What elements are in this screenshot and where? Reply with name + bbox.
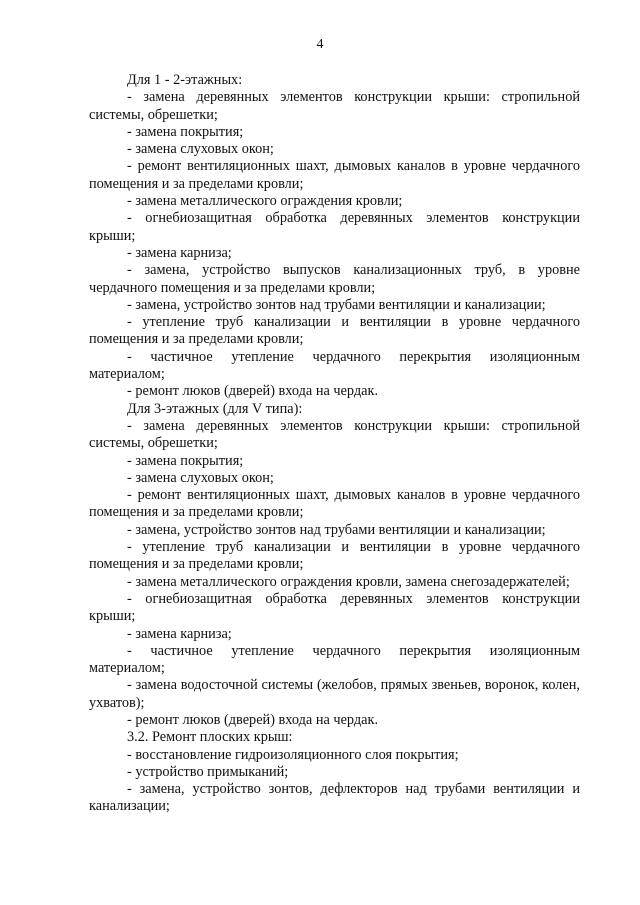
section-heading-flat-roofs: 3.2. Ремонт плоских крыш: bbox=[127, 729, 293, 746]
list-item: - частичное утепление чердачного перекрытия изоляционным материалом; bbox=[89, 348, 580, 383]
list-item: - ремонт люков (дверей) входа на чердак. bbox=[127, 711, 379, 728]
list-item: - утепление труб канализации и вентиляции в уровне чердачного помещения и за пределами кровли; bbox=[89, 314, 580, 348]
list-item: - замена карниза; bbox=[127, 244, 232, 261]
list-item: - замена слуховых окон; bbox=[127, 141, 274, 158]
list-item: - замена, устройство зонтов над трубами вентиляции и канализации; bbox=[127, 296, 546, 313]
section-heading-1-2-storey: Для 1 - 2-этажных: bbox=[127, 72, 243, 88]
list-item: - замена деревянных элементов конструкции крыши: стропильной системы, обрешетки; bbox=[89, 89, 580, 123]
list-item: - замена металлического ограждения кровли; bbox=[127, 193, 403, 210]
list-item: - ремонт вентиляционных шахт, дымовых каналов в уровне чердачного помещения и за пределами кровли; bbox=[89, 487, 580, 521]
list-item: - утепление труб канализации и вентиляции в уровне чердачного помещения и за пределами кровли; bbox=[89, 539, 580, 573]
section-heading-3-storey: Для 3-этажных (для V типа): bbox=[127, 400, 303, 417]
list-item: - замена деревянных элементов конструкции крыши: стропильной системы, обрешетки; bbox=[89, 417, 580, 452]
list-item: - замена металлического ограждения кровли, замена снегозадержателей; bbox=[127, 573, 570, 590]
list-item: - замена водосточной системы (желобов, прямых звеньев, воронок, колен, ухватов); bbox=[89, 677, 580, 711]
list-item: - замена покрытия; bbox=[127, 123, 244, 140]
list-item: - огнебиозащитная обработка деревянных элементов конструкции крыши; bbox=[89, 210, 580, 244]
list-item: - замена слуховых окон; bbox=[127, 469, 274, 486]
list-item: - огнебиозащитная обработка деревянных элементов конструкции крыши; bbox=[89, 590, 580, 625]
list-item: - частичное утепление чердачного перекрытия изоляционным материалом; bbox=[89, 642, 580, 677]
list-item: - замена, устройство зонтов, дефлекторов над трубами вентиляции и канализации; bbox=[89, 781, 580, 815]
list-item: - замена, устройство выпусков канализационных труб, в уровне чердачного помещения и за пределами кровли; bbox=[89, 262, 580, 296]
list-item: - замена покрытия; bbox=[127, 452, 244, 469]
document-body bbox=[89, 72, 580, 816]
list-item: - восстановление гидроизоляционного слоя покрытия; bbox=[127, 746, 459, 763]
list-item: - замена карниза; bbox=[127, 625, 232, 642]
list-item: - устройство примыканий; bbox=[127, 763, 289, 780]
list-item: - замена, устройство зонтов над трубами вентиляции и канализации; bbox=[127, 521, 546, 538]
list-item: - ремонт вентиляционных шахт, дымовых каналов в уровне чердачного помещения и за пределами кровли; bbox=[89, 158, 580, 192]
page-number: 4 bbox=[316, 37, 324, 52]
list-item: - ремонт люков (дверей) входа на чердак. bbox=[127, 383, 379, 400]
